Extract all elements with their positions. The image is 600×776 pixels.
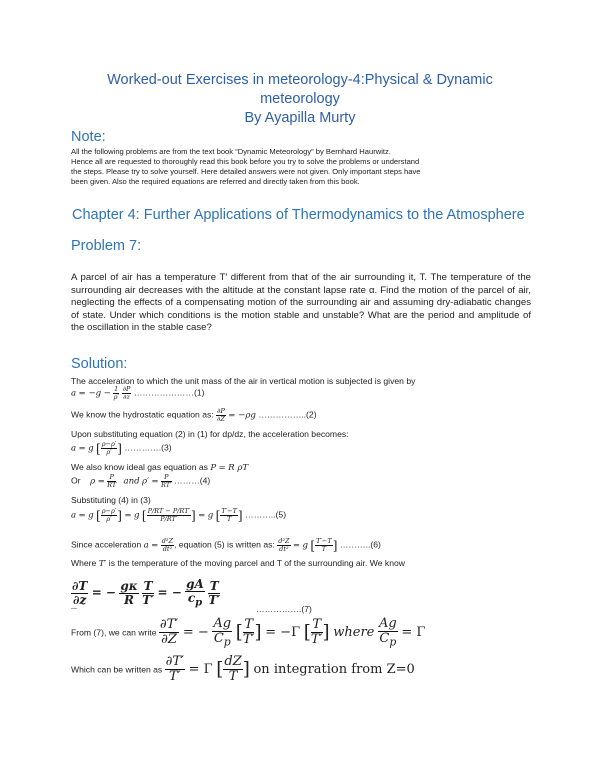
equation-1-tag: …………………(1) (133, 387, 205, 398)
note-line-1: All the following problems are from the text book “Dynamic Meteorology” by Bernhard Haurwitz. (71, 147, 391, 156)
equation-4-tag: ………(4) (174, 475, 211, 486)
written-as-line: Which can be written as $\frac{\partial T'}{T'}$ = Γ [ $\frac{dZ}{T}$ ] on integration from Z=0 (71, 654, 415, 684)
note-body (71, 147, 531, 187)
from7-line: From (7), we can write $\frac{\partial T'}{\partial Z}$ = − $\frac{Ag}{C_p}$ [ $\frac{T}{T'}$ ] = −Γ [ $\frac{T}{T'}$ ] where $\frac{Ag}{C_p}$ = Γ (71, 616, 426, 649)
written-as-text: Which can be written as (71, 664, 163, 675)
equation-6: Since acceleration a = $\frac{\text{d²Z}}{\text{dt²}}$ , equation (5) is written as: $\frac{\text{d²Z}}{\text{dt²}}$ = g [ $\frac{T'-T}{T}$ ] ………..(6) (71, 537, 381, 553)
separator-dash (71, 608, 77, 609)
equation-4: Or ρ = $\frac{P}{RT}$ and ρ′ = $\frac{P}{RT'}$ ………(4) (71, 473, 211, 489)
document-title (60, 71, 540, 128)
note-heading: Note: (71, 129, 106, 145)
equation-2: We know the hydrostatic equation as: $\frac{\partial P}{\partial Z}$ = −ρg ……………..(2) (71, 407, 317, 423)
equation-7-tag: …………….(7) (256, 604, 312, 614)
title-line-2: meteorology (260, 91, 340, 107)
note-line-3: the steps. Please try to solve yourself. Here detailed answers were not given. Only important steps have (71, 167, 421, 176)
note-line-4: been given. Also the required equations are referred and directly taken from this book. (71, 177, 360, 186)
where-label: Where (71, 558, 97, 568)
where-word: where (333, 624, 375, 640)
solution-intro: The acceleration to which the unit mass of the air in vertical motion is subjected is given by (71, 376, 416, 386)
since-text: Since acceleration (71, 539, 142, 550)
equation-5: a = g [ $\frac{\rho-\rho'}{\rho'}$ ] = g [ $\frac{P/RT - P/RT'}{P/RT'}$ ] = g [ $\frac{T'-T}{T}$ ] ………..(5) (71, 507, 287, 523)
note-line-2: Hence all are requested to thoroughly read this book before you try to solve the problems or understand (71, 157, 420, 166)
equation-3: a = g [ $\frac{\rho-\rho'}{\rho'}$ ] ………….(3) (71, 440, 172, 456)
equation-3-tag: ………….(3) (124, 442, 172, 453)
equation-6-tag: ………..(6) (339, 539, 381, 550)
or-label: Or (71, 475, 81, 486)
solution-heading: Solution: (71, 356, 128, 372)
problem-text: A parcel of air has a temperature T′ different from that of the air surrounding it, T. The temperature of the surrounding air decreases with the altitude at the constant lapse rate α. Find the motion of the parcel of air, neglecting the effects of a compensating motion of the surrounding air and assuming dry-adiabatic changes of state. Under which conditions is the motion stable and unstable? What are the period and amplitude of the oscillation in the stable case? (71, 272, 531, 334)
substituting-text: Substituting (4) in (3) (71, 495, 151, 505)
hydrostatic-text: We know the hydrostatic equation as: (71, 409, 214, 420)
and-label: and (123, 476, 140, 487)
ideal-gas-line: We also know ideal gas equation as P = R ρT (71, 462, 249, 473)
substitution-text: Upon substituting equation (2) in (1) for dp/dz, the acceleration becomes: (71, 429, 349, 439)
author-line: By Ayapilla Murty (244, 110, 356, 126)
from7-text: From (7), we can write (71, 627, 157, 638)
equation-1: a = −g − $\frac{1}{\rho'}$ $\frac{\partial P}{\partial z}$ …………………(1) (71, 385, 205, 401)
chapter-heading: Chapter 4: Further Applications of Thermodynamics to the Atmosphere (72, 207, 525, 223)
integration-text: on integration from Z=0 (253, 661, 415, 677)
equation-7: $\frac{\partial T}{\partial z}$ = − $\frac{g\kappa}{R}$ $\frac{T}{T'}$ = − $\frac{gA}{c_p}$ $\frac{T}{T'}$ (72, 577, 221, 608)
problem-heading: Problem 7: (71, 238, 142, 254)
where-line: Where T′ is the temperature of the moving parcel and T of the surrounding air. We know (71, 558, 405, 569)
equation-2-tag: ……………..(2) (258, 409, 317, 420)
ideal-gas-text: We also know ideal gas equation as (71, 462, 208, 472)
equation-5-tag: ………..(5) (245, 509, 287, 520)
title-line-1: Worked-out Exercises in meteorology-4:Physical & Dynamic (107, 72, 493, 88)
where-text: is the temperature of the moving parcel and T of the surrounding air. We know (108, 558, 405, 568)
written-text: , equation (5) is written as: (174, 539, 275, 550)
